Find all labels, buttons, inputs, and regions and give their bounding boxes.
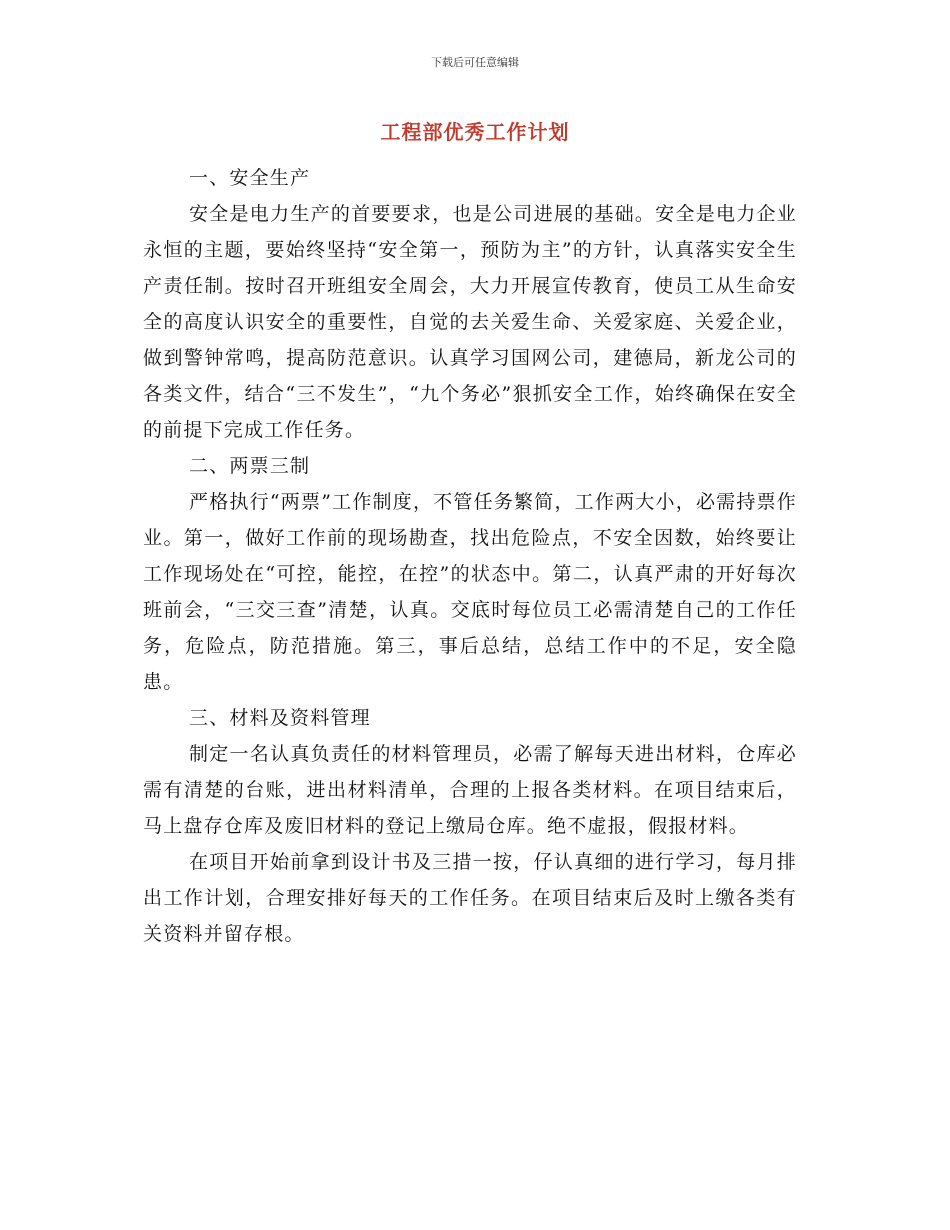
section-paragraph-safety: 安全是电力生产的首要要求，也是公司进展的基础。安全是电力企业永恒的主题，要始终坚持“安全第一，预防为主”的方针，认真落实安全生产责任制。按时召开班组安全周会，大力开展宣传教育，使员工从生命安全的高度认识安全的重要性，自觉的去关爱生命、关爱家庭、关爱企业，做到警钟常鸣，提高防范意识。认真学习国网公司，建德局，新龙公司的各类文件，结合“三不发生”，“九个务必”狠抓安全工作，始终确保在安全的前提下完成工作任务。	[143, 203, 797, 441]
section-paragraph-materials-2: 在项目开始前拿到设计书及三措一按，仔认真细的进行学习，每月排出工作计划，合理安排好每天的工作任务。在项目结束后及时上缴各类有关资料并留存根。	[143, 851, 797, 945]
section-paragraph-two-tickets: 严格执行“两票”工作制度，不管任务繁简，工作两大小，必需持票作业。第一，做好工作前的现场勘查，找出危险点，不安全因数，始终要让工作现场处在“可控，能控，在控”的状态中。第二，认真严肃的开好每次班前会，“三交三查”清楚，认真。交底时每位员工必需清楚自己的工作任务，危险点，防范措施。第三，事后总结，总结工作中的不足，安全隐患。	[143, 491, 797, 693]
document-body	[143, 160, 797, 952]
section-heading-two-tickets: 二、两票三制	[189, 455, 311, 477]
page-header-note: 下载后可任意编辑	[431, 56, 519, 69]
section-heading-materials: 三、材料及资料管理	[189, 707, 371, 729]
document-title: 工程部优秀工作计划	[380, 120, 570, 144]
section-paragraph-materials-1: 制定一名认真负责任的材料管理员，必需了解每天进出材料，仓库必需有清楚的台账，进出材料清单，合理的上报各类材料。在项目结束后，马上盘存仓库及废旧材料的登记上缴局仓库。绝不虚报，假报材料。	[143, 743, 797, 837]
section-heading-safety: 一、安全生产	[189, 167, 311, 189]
